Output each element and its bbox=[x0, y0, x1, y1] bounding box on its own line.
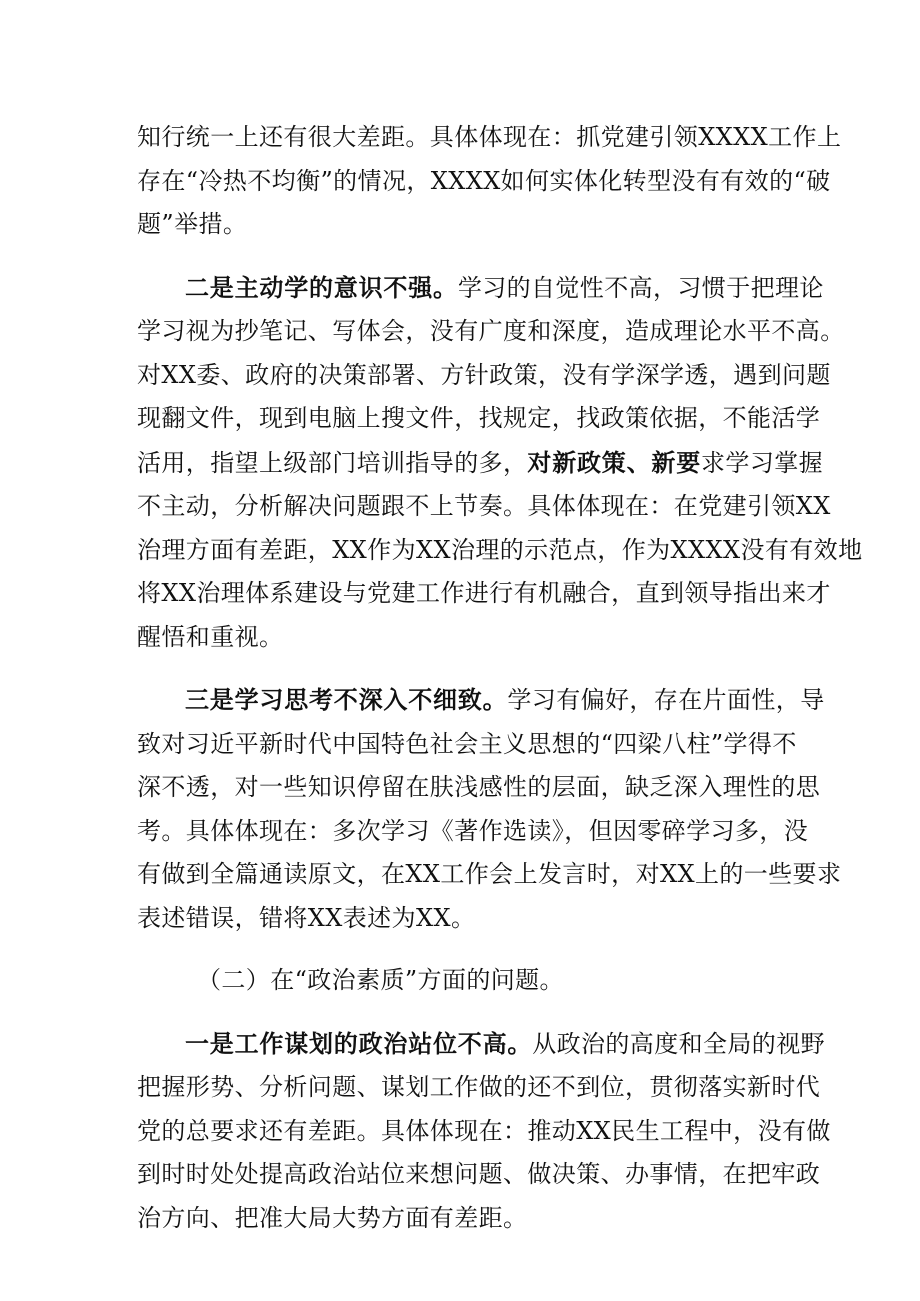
text-line: 考。具体体现在：多次学习《著作选读》，但因零碎学习多，没 bbox=[137, 816, 809, 845]
text-line: 题”举措。 bbox=[137, 210, 248, 238]
text-line: 存在“冷热不均衡”的情况，XXXX如何实体化转型没有有效的“破 bbox=[137, 166, 831, 195]
document-body bbox=[137, 116, 863, 1259]
paragraph-study-depth bbox=[137, 678, 842, 940]
text-line: 治理方面有差距，XX作为XX治理的示范点，作为XXXX没有有效地 bbox=[137, 535, 863, 564]
text-line bbox=[137, 678, 825, 723]
text-line: 学习视为抄笔记、写体会，没有广度和深度，造成理论水平不高。 bbox=[137, 317, 845, 345]
text-line bbox=[137, 441, 824, 486]
paragraph-continuation bbox=[137, 116, 842, 247]
text-line: 治方向、把准大局大势方面有差距。 bbox=[137, 1203, 528, 1232]
bold-lead: 二是主动学的意识不强。 bbox=[185, 272, 458, 302]
text-run: 学习有偏好，存在片面性，导 bbox=[507, 686, 825, 714]
text-line: 不主动，分析解决问题跟不上节奏。具体体现在：在党建引领XX bbox=[137, 492, 831, 520]
text-line bbox=[137, 266, 824, 311]
text-run: 活用，指望上级部门培训指导的多， bbox=[137, 448, 528, 477]
text-line: 表述错误，错将XX表述为XX。 bbox=[137, 903, 476, 932]
text-line: 有做到全篇通读原文，在XX工作会上发言时，对XX上的一些要求 bbox=[137, 860, 842, 888]
text-run: 从政治的高度和全局的视野 bbox=[532, 1029, 826, 1058]
text-line: 醒悟和重视。 bbox=[137, 622, 284, 651]
paragraph-political-standing bbox=[137, 1022, 831, 1241]
text-line: 把握形势、分析问题、谋划工作做的还不到位，贯彻落实新时代 bbox=[137, 1073, 821, 1101]
text-line: 知行统一上还有很大差距。具体体现在：抓党建引领XXXX工作上 bbox=[137, 123, 842, 151]
bold-lead: 三是学习思考不深入不细致。 bbox=[185, 685, 508, 714]
text-line bbox=[137, 1022, 826, 1067]
text-run: 学习的自觉性不高，习惯于把理论 bbox=[457, 273, 824, 302]
text-line: 现翻文件，现到电脑上搜文件，找规定，找政策依据，不能活学 bbox=[137, 404, 821, 432]
text-line: 深不透，对一些知识停留在肤浅感性的层面，缺乏深入理性的思 bbox=[137, 773, 821, 801]
bold-phrase: 对新政策、新要 bbox=[527, 447, 702, 477]
text-line: 对XX委、政府的决策部署、方针政策，没有学深学透，遇到问题 bbox=[137, 360, 831, 389]
text-line: 党的总要求还有差距。具体体现在：推动XX民生工程中，没有做 bbox=[137, 1116, 831, 1145]
section-subheading bbox=[137, 959, 791, 1003]
paragraph-active-learning bbox=[137, 266, 863, 660]
subheading-text: （二）在“政治素质”方面的问题。 bbox=[197, 966, 564, 994]
bold-lead: 一是工作谋划的政治站位不高。 bbox=[185, 1028, 533, 1058]
text-line: 致对习近平新时代中国特色社会主义思想的“四梁八柱”学得不 bbox=[137, 729, 797, 758]
text-line: 到时时处处提高政治站位来想问题、做决策、办事情，在把牢政 bbox=[137, 1160, 821, 1188]
text-line: 将XX治理体系建设与党建工作进行有机融合，直到领导指出来才 bbox=[137, 579, 831, 607]
text-run: 求学习掌握 bbox=[701, 448, 824, 477]
